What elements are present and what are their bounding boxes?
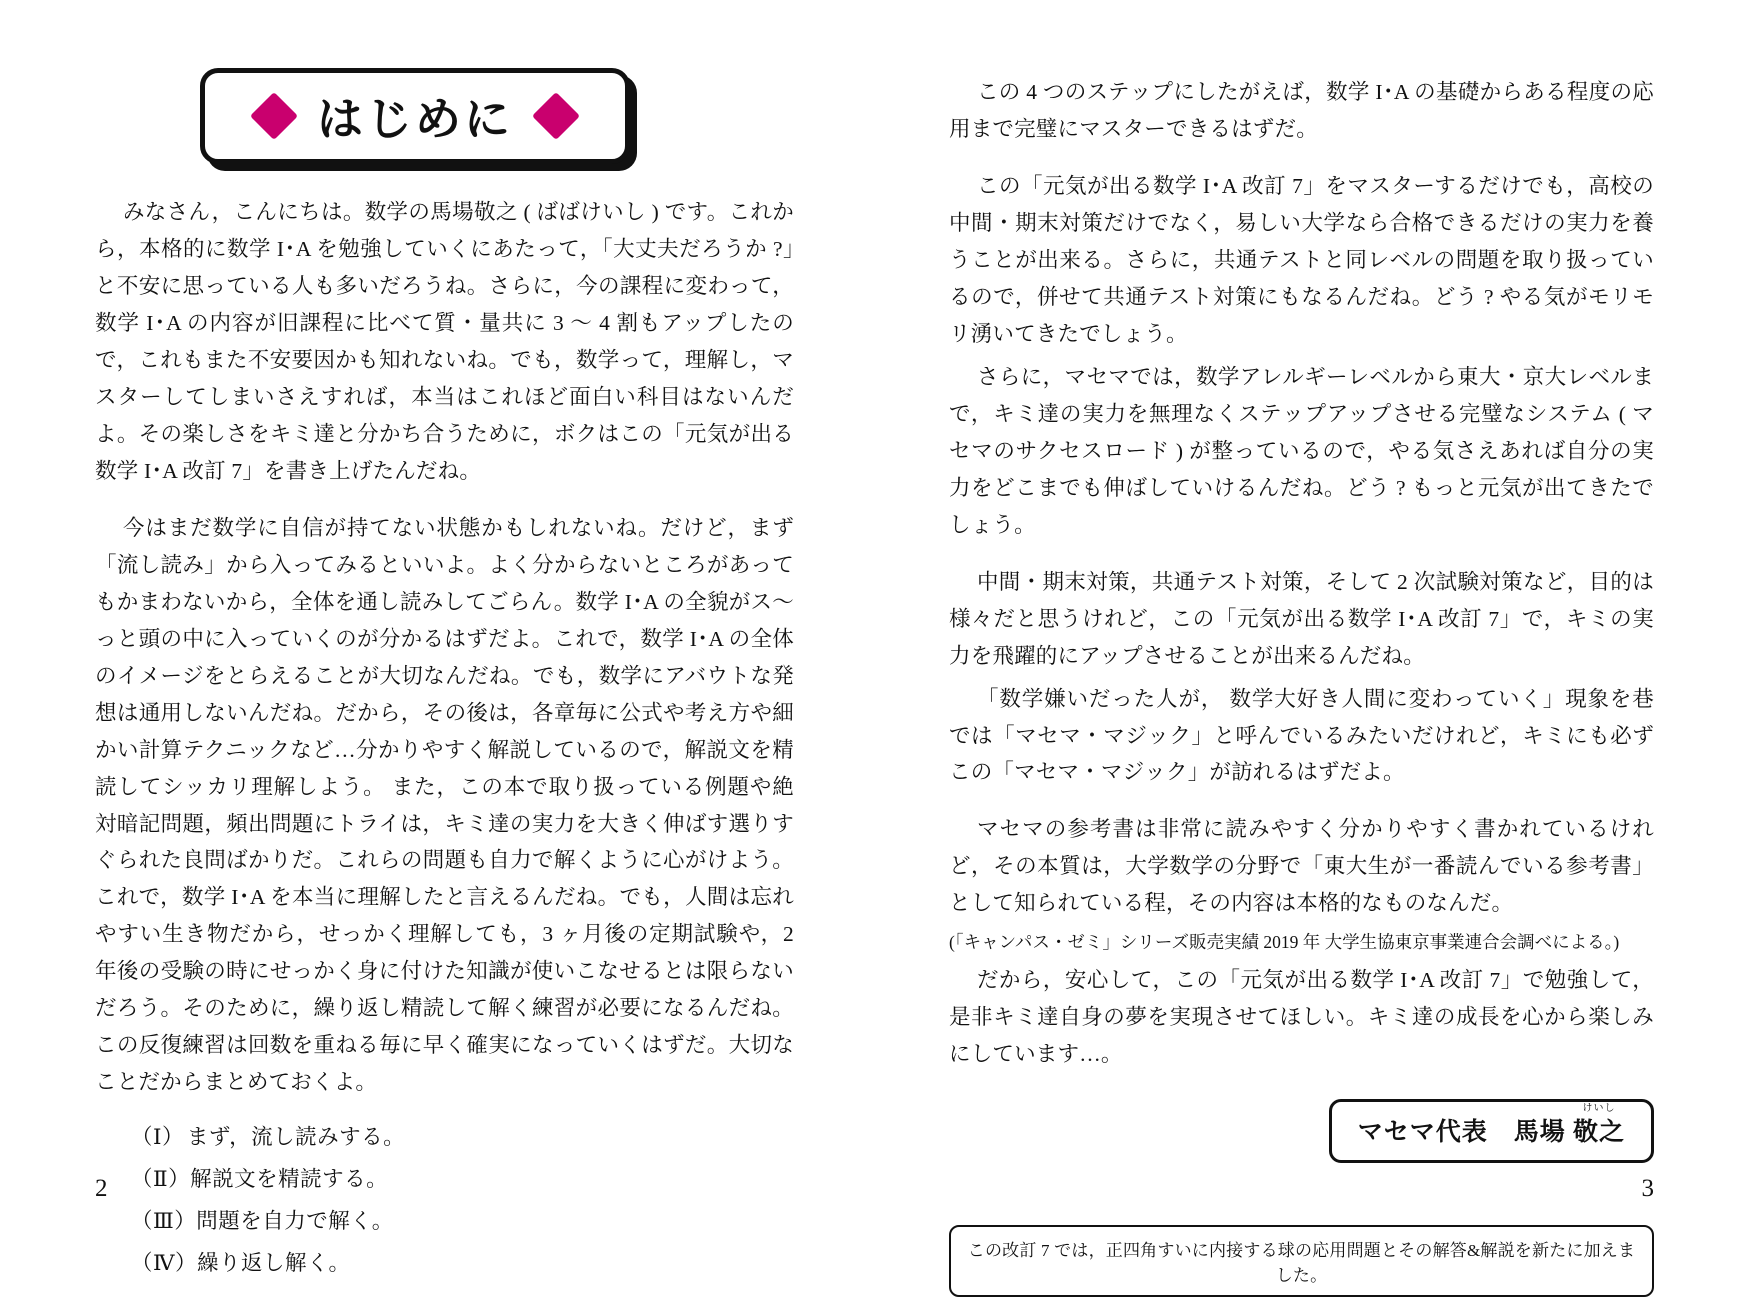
- diamond-icon-left: [250, 92, 298, 140]
- paragraph: みなさん，こんにちは。数学の馬場敬之 ( ばばけいし ) です。これから，本格的に数学 I･A を勉強していくにあたって，「大丈夫だろうか ?」と不安に思っている人も多いだろうね。さらに，今の課程に変わって，数学 I･A の内容が旧課程に比べて質・量共に 3 ～ 4 割もアップしたので，これもまた不安要因かも知れないね。でも，数学って，理解し，マスターしてしまいさえすれば，本当はこれほど面白い科目はないんだよ。その楽しさをキミ達と分かち合うために，ボクはこの「元気が出る数学 I･A 改訂 7」を書き上げたんだね。: [95, 200, 794, 483]
- steps-list: [131, 1117, 794, 1285]
- paragraph: さらに，マセマでは，数学アレルギーレベルから東大・京大レベルまで，キミ達の実力を無理なくステップアップさせる完璧なシステム ( マセマのサクセスロード ) が整っているので，やる気さえあれば自分の実力をどこまでも伸ばしていけるんだね。どう ? もっと元気が出てきたでしょう。: [949, 364, 1654, 537]
- step-text: 解説文を精読する。: [190, 1167, 389, 1192]
- paragraph: 今はまだ数学に自信が持てない状態かもしれないね。だけど，まず「流し読み」から入ってみるといいよ。よく分からないところがあってもかまわないから，全体を通し読みしてごらん。数学 I･A の全貌がス～っと頭の中に入っていくのが分かるはずだよ。これで，数学 I･A の全体のイメージをとらえることが大切なんだね。でも，数学にアバウトな発想は通用しないんだね。だから，その後は，各章毎に公式や考え方や細かい計算テクニックなど…分かりやすく解説しているので，解説文を精読してシッカリ理解しよう。 また，この本で取り扱っている例題や絶対暗記問題，頻出問題にトライは，キミ達の実力を大きく伸ばす選りすぐられた良問ばかりだ。これらの問題も自力で解くように心がけよう。これで，数学 I･A を本当に理解したと言えるんだね。でも，人間は忘れやすい生き物だから，せっかく理解しても，3 ヶ月後の定期試験や，2 年後の受験の時にせっかく身に付けた知識が使いこなせるとは限らないだろう。そのために，繰り返し精読して解く練習が必要になるんだね。この反復練習は回数を重ねる毎に早く確実になっていくはずだ。大切なことだからまとめておくよ。: [95, 515, 794, 1095]
- list-item: [131, 1243, 794, 1285]
- step-number: （Ⅱ）: [131, 1167, 191, 1192]
- step-number: （Ⅰ）: [131, 1125, 184, 1150]
- paragraph: だから，安心して，この「元気が出る数学 I･A 改訂 7」で勉強して，是非キミ達自身の夢を実現させてほしい。キミ達の成長を心から楽しみにしています…。: [949, 968, 1654, 1067]
- signature-given-ruby: けいし: [1582, 1103, 1616, 1115]
- page-title: はじめに: [317, 92, 513, 146]
- signature-title: マセマ代表: [1357, 1119, 1488, 1147]
- paragraph: この「元気が出る数学 I･A 改訂 7」をマスターするだけでも，高校の中間・期末対策だけでなく，易しい大学なら合格できるだけの実力を養うことが出来る。さらに，共通テストと同レベルの問題を取り扱っているので，併せて共通テスト対策にもなるんだね。どう ? やる気がモリモリ湧いてきたでしょう。: [949, 173, 1654, 346]
- section-heading-plate: [200, 68, 630, 164]
- diamond-icon-right: [532, 92, 580, 140]
- paragraph: 中間・期末対策，共通テスト対策，そして 2 次試験対策など，目的は様々だと思うけれど，この「元気が出る数学 I･A 改訂 7」で，キミの実力を飛躍的にアップさせることが出来るんだね。: [949, 569, 1654, 668]
- signature-given: 敬之: [1572, 1119, 1625, 1147]
- list-item: [131, 1117, 794, 1159]
- paragraph: 「数学嫌いだった人が， 数学大好き人間に変わっていく」現象を巷では「マセマ・マジック」と呼んでいるみたいだけれど，キミにも必ずこの「マセマ・マジック」が訪れるはずだよ。: [949, 686, 1654, 785]
- page-number-right: 3: [1641, 1175, 1654, 1202]
- step-text: 問題を自力で解く。: [196, 1209, 394, 1234]
- step-text: まず，流し読みする。: [186, 1125, 406, 1150]
- signature-name: [1513, 1103, 1625, 1148]
- revision-note: この改訂 7 では，正四角すいに内接する球の応用問題とその解答&解説を新たに加えました。: [949, 1225, 1654, 1297]
- paragraph: この 4 つのステップにしたがえば，数学 I･A の基礎からある程度の応用まで完璧にマスターできるはずだ。: [949, 80, 1654, 141]
- step-number: （Ⅲ）: [131, 1209, 197, 1234]
- signature-area: [949, 1099, 1654, 1163]
- step-text: 繰り返し解く。: [196, 1251, 351, 1276]
- signature-surname: 馬場: [1513, 1119, 1566, 1147]
- right-page: [874, 0, 1749, 1286]
- step-number: （Ⅳ）: [131, 1251, 197, 1276]
- citation: (「キャンパス・ゼミ」シリーズ販売実績 2019 年 大学生協東京事業連合会調べによる。): [949, 932, 1620, 953]
- left-page: [0, 0, 874, 1276]
- paragraph: マセマの参考書は非常に読みやすく分かりやすく書かれているけれど，その本質は，大学数学の分野で「東大生が一番読んでいる参考書」として知られている程，その内容は本格的なものなんだ。: [949, 817, 1654, 916]
- signature-given-host: [1572, 1103, 1625, 1148]
- list-item: [131, 1159, 794, 1201]
- list-item: [131, 1201, 794, 1243]
- page-number-left: 2: [95, 1175, 108, 1202]
- signature-box: [1329, 1099, 1654, 1163]
